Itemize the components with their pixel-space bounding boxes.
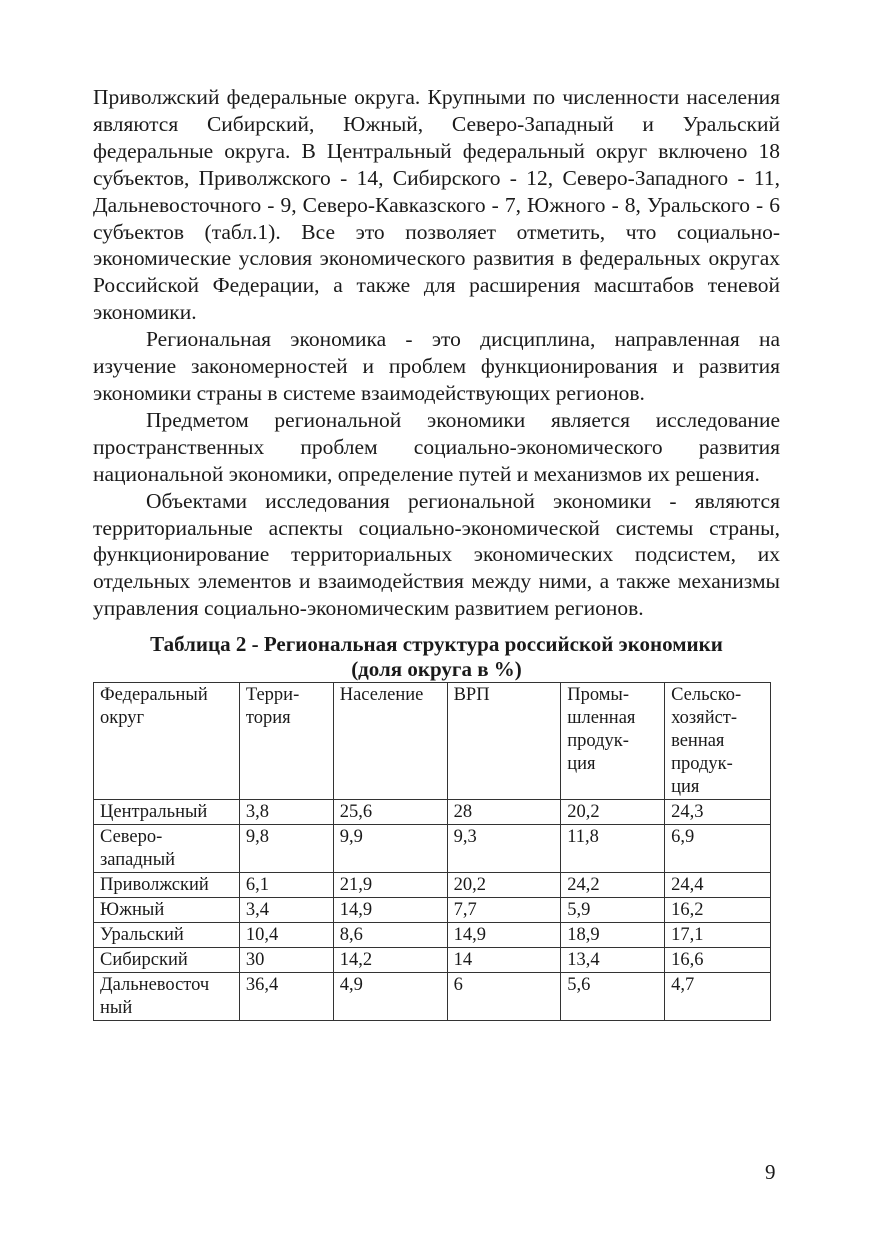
- table-cell-district: Сибирский: [94, 948, 240, 973]
- table-header-cell: Промы- шленная продук- ция: [561, 683, 665, 800]
- table-row: [94, 825, 771, 873]
- table-cell-district: Уральский: [94, 923, 240, 948]
- table-cell-value: 11,8: [561, 825, 665, 873]
- table-header-cell: Сельско- хозяйст- венная продук- ция: [665, 683, 771, 800]
- table-cell-value: 30: [239, 948, 333, 973]
- table-cell-value: 10,4: [239, 923, 333, 948]
- table-cell-value: 20,2: [561, 800, 665, 825]
- page-number: 9: [765, 1160, 776, 1184]
- table-cell-value: 9,9: [333, 825, 447, 873]
- table-cell-value: 6: [447, 973, 561, 1021]
- table-row: [94, 948, 771, 973]
- table-cell-value: 4,9: [333, 973, 447, 1021]
- table-header-cell: Терри- тория: [239, 683, 333, 800]
- paragraph-continuation: Приволжский федеральные округа. Крупными по численности населения являются Сибирский, Южный, Северо-Западный и Уральский федеральные округа. В Центральный федеральный округ включено 18 субъектов, Приволжского - 14, Сибирского - 12, Северо-Западного - 11, Дальневосточного - 9, Северо-Кавказского - 7, Южного - 8, Уральского - 6 субъектов (табл.1). Все это позволяет отметить, что социально-экономические условия экономического развития в федеральных округах Российской Федерации, а также для расширения масштабов теневой экономики.: [93, 85, 780, 325]
- table-cell-district: Южный: [94, 898, 240, 923]
- table-header-row: [94, 683, 771, 800]
- table-cell-value: 14: [447, 948, 561, 973]
- table-cell-district: Дальневосточ ный: [94, 973, 240, 1021]
- table-cell-value: 3,4: [239, 898, 333, 923]
- table-cell-value: 17,1: [665, 923, 771, 948]
- table-cell-value: 14,2: [333, 948, 447, 973]
- table-cell-value: 14,9: [447, 923, 561, 948]
- table-cell-value: 16,6: [665, 948, 771, 973]
- table-cell-value: 4,7: [665, 973, 771, 1021]
- table-cell-value: 3,8: [239, 800, 333, 825]
- table-cell-value: 14,9: [333, 898, 447, 923]
- paragraph-objects: Объектами исследования региональной экономики - являются территориальные аспекты социально-экономической системы страны, функционирование территориальных экономических подсистем, их отдельных элементов и взаимодействия между ними, а также механизмы управления социально-экономическим развитием регионов.: [93, 488, 780, 621]
- table-row: [94, 973, 771, 1021]
- table-cell-value: 28: [447, 800, 561, 825]
- table-cell-value: 7,7: [447, 898, 561, 923]
- table-header-cell: Население: [333, 683, 447, 800]
- table-header-cell: ВРП: [447, 683, 561, 800]
- table-cell-value: 24,2: [561, 873, 665, 898]
- table-cell-value: 6,1: [239, 873, 333, 898]
- paragraph-regional-economics-definition: Региональная экономика - это дисциплина, направленная на изучение закономерностей и проблем функционирования и развития экономики страны в системе взаимодействующих регионов.: [93, 327, 780, 405]
- table-title-line2: (доля округа в %): [351, 657, 522, 682]
- document-page: [93, 84, 780, 1021]
- table-cell-value: 16,2: [665, 898, 771, 923]
- table-cell-value: 24,3: [665, 800, 771, 825]
- table-title-line1: Таблица 2 - Региональная структура российской экономики: [150, 632, 723, 657]
- table-cell-value: 5,9: [561, 898, 665, 923]
- table-title: [93, 632, 780, 682]
- table-cell-value: 9,8: [239, 825, 333, 873]
- table-cell-value: 8,6: [333, 923, 447, 948]
- table-cell-value: 36,4: [239, 973, 333, 1021]
- table-cell-value: 18,9: [561, 923, 665, 948]
- table-row: [94, 898, 771, 923]
- table-cell-district: Приволжский: [94, 873, 240, 898]
- table-cell-value: 6,9: [665, 825, 771, 873]
- table-row: [94, 800, 771, 825]
- table-header-cell: Федеральный округ: [94, 683, 240, 800]
- table-cell-value: 25,6: [333, 800, 447, 825]
- table-cell-value: 24,4: [665, 873, 771, 898]
- regional-structure-table: [93, 682, 771, 1021]
- table-cell-district: Северо- западный: [94, 825, 240, 873]
- table-body: [94, 800, 771, 1021]
- table-row: [94, 873, 771, 898]
- table-cell-value: 9,3: [447, 825, 561, 873]
- table-row: [94, 923, 771, 948]
- table-cell-district: Центральный: [94, 800, 240, 825]
- table-cell-value: 21,9: [333, 873, 447, 898]
- table-cell-value: 13,4: [561, 948, 665, 973]
- paragraph-subject: Предметом региональной экономики является исследование пространственных проблем социально-экономического развития национальной экономики, определение путей и механизмов их решения.: [93, 407, 780, 486]
- table-cell-value: 5,6: [561, 973, 665, 1021]
- table-cell-value: 20,2: [447, 873, 561, 898]
